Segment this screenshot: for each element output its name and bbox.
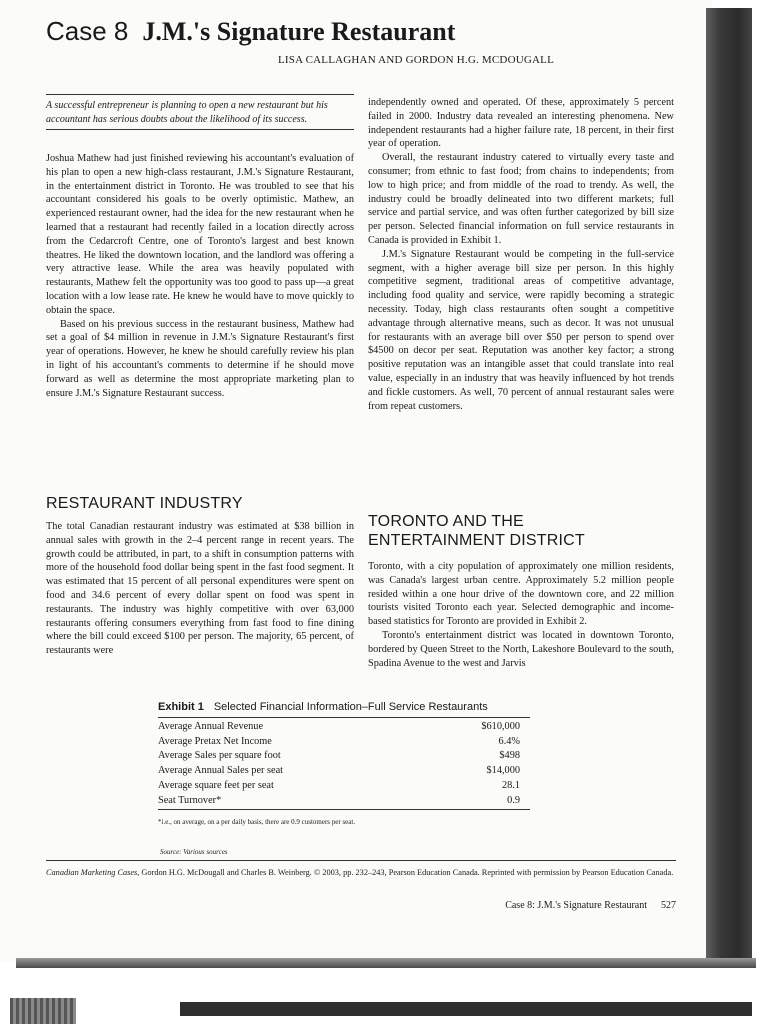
section-heading-line: TORONTO AND THE xyxy=(368,513,524,530)
section-heading-line: ENTERTAINMENT DISTRICT xyxy=(368,532,585,549)
exhibit-source: Source: Various sources xyxy=(160,848,228,857)
paragraph: Toronto's entertainment district was located in downtown Toronto, bordered by Queen Street to the North, Lakeshore Boulevard to the south, Spadina Avenue to the west and Jarvis xyxy=(368,629,674,669)
paragraph: J.M.'s Signature Restaurant would be competing in the full-service segment, with a higher average bill size per person. In this highly competitive segment, traditional areas of competitive advantage, including food quality and service, were rapidly becoming a strategic necessity. Today, high class restaurants often sought a competitive advantage through alternative means, such as decor. It was not unusual for restaurants with an average bill over $50 per person to spend over $4500 on decor per seat. Reputation was another key factor; a strong positive reputation was an intangible asset that could translate into real value, especially in an industry that was heavily influenced by hot trends and fickle customers. As well, 70 percent of annual restaurant sales were from repeat customers. xyxy=(368,248,674,412)
row-label: Average Pretax Net Income xyxy=(158,735,272,747)
row-value: 0.9 xyxy=(426,794,530,809)
exhibit-data-table xyxy=(158,720,530,810)
table-row xyxy=(158,735,530,750)
row-label: Average Annual Sales per seat xyxy=(158,765,284,777)
paragraph: independently owned and operated. Of these, approximately 5 percent failed in 2000. Industry data revealed an interesting phenomena. New independent restaurants had a higher failure rate, 18 percent, in their first year of operation. xyxy=(368,97,674,150)
table-row xyxy=(158,720,530,735)
table-row xyxy=(158,779,530,794)
scanner-bottom-edge xyxy=(180,1002,752,1016)
exhibit-label: Exhibit 1 xyxy=(158,701,204,713)
table-row xyxy=(158,749,530,764)
page-number: 527 xyxy=(661,900,676,911)
table-row xyxy=(158,764,530,779)
paragraph: Overall, the restaurant industry catered to virtually every taste and consumer; from ethnic to fast food; from chains to independents; from low to high price; and from middle of the road to trendy. As well, the industry could be broadly delineated into two different markets; full service and partial service, and was often further categorized by bill size per person. Selected financial information on full service restaurants in Canada is provided in Exhibit 1. xyxy=(368,152,674,246)
row-value: $498 xyxy=(499,750,520,762)
table-row xyxy=(158,794,530,809)
row-value: 6.4% xyxy=(498,735,520,747)
row-label: Average Annual Revenue xyxy=(158,720,264,732)
teaser-summary: A successful entrepreneur is planning to open a new restaurant but his accountant has serious doubts about the likelihood of its success. xyxy=(46,94,354,130)
credit-text: Gordon H.G. McDougall and Charles B. Weinberg. © 2003, pp. 232–243, Pearson Education Canada. Reprinted with permission by Pearson Education Canada. xyxy=(139,868,674,877)
exhibit-caption: Selected Financial Information–Full Service Restaurants xyxy=(213,701,488,713)
row-label: Average Sales per square foot xyxy=(158,750,281,762)
section-heading-restaurant-industry: RESTAURANT INDUSTRY xyxy=(46,495,243,512)
copyright-credit xyxy=(46,860,676,878)
row-label: Seat Turnover* xyxy=(158,794,426,809)
right-column-toronto xyxy=(368,560,674,670)
row-value: $610,000 xyxy=(481,720,520,732)
paragraph: Toronto, with a city population of approximately one million residents, was Canada's largest urban centre. Approximately 5.2 million people resided within a one hour drive of the downtown core, and 22 million tourists visited Toronto each year. Selected demographic and income-based statistics for Toronto are provided in Exhibit 2. xyxy=(368,561,674,628)
book-binding-edge xyxy=(706,8,752,968)
left-column-intro xyxy=(46,152,354,400)
running-head: Case 8: J.M.'s Signature Restaurant xyxy=(505,900,647,911)
exhibit-title xyxy=(158,700,530,718)
paragraph: Joshua Mathew had just finished reviewing his accountant's evaluation of his plan to open a new high-class restaurant, J.M.'s Signature Restaurant, in the entertainment district in Toronto. He was troubled to see that his accountant considered his goals to be overly optimistic. Mathew, an experienced restaurant owner, had the idea for the new restaurant when he learned that a restaurant had recently failed in a location directly across from the Cedarcroft Centre, one of Toronto's largest and best known theatres. He liked the downtown location, and the landlord was offering a very attractive lease. While the area was heavily populated with restaurants, Mathew felt the opportunity was too good to pass up—a great location with a low lease rate. He knew he would have to move quickly to obtain the space. xyxy=(46,153,354,316)
right-column-top xyxy=(368,96,674,413)
left-column-industry xyxy=(46,520,354,658)
paragraph: The total Canadian restaurant industry was estimated at $38 billion in annual sales with growth in the 2–4 percent range in recent years. The growth could be attributed, in part, to a shift in consumption patterns with more of the household food dollar being spent in the fast food segment. It was estimated that 15 percent of all personal expenditures were spent on food and 34.6 percent of every dollar spent on food was spent in restaurants. The industry was highly competitive with over 63,000 restaurants offering consumers everything from fast food to fine dining where the bill could exceed $100 per person. The majority, 65 percent, of restaurants were xyxy=(46,521,354,657)
scanner-corner-strip xyxy=(10,998,76,1024)
book-title: Canadian Marketing Cases, xyxy=(46,868,140,877)
restaurant-title: J.M.'s Signature Restaurant xyxy=(142,17,456,46)
case-title xyxy=(46,14,455,49)
page-footer xyxy=(505,900,676,911)
row-label: Average square feet per seat xyxy=(158,779,274,791)
page-bottom-shadow xyxy=(16,958,756,968)
row-value: $14,000 xyxy=(486,765,520,777)
case-number: Case 8 xyxy=(46,16,129,46)
paragraph: Based on his previous success in the restaurant business, Mathew had set a goal of $4 million in revenue in J.M.'s Signature Restaurant's first year of operations. However, he knew he should carefully review his plan in light of his accountant's comments to determine if he should move forward as well as determine the most appropriate marketing plan to ensure J.M.'s Signature Restaurant success. xyxy=(46,318,354,399)
exhibit-1-table xyxy=(158,700,530,860)
row-value: 28.1 xyxy=(501,779,520,791)
exhibit-footnote: *i.e., on average, on a per daily basis, there are 0.9 customers per seat. xyxy=(158,817,356,826)
section-heading-toronto xyxy=(368,512,585,550)
authors-line: LISA CALLAGHAN AND GORDON H.G. MCDOUGALL xyxy=(278,54,554,66)
